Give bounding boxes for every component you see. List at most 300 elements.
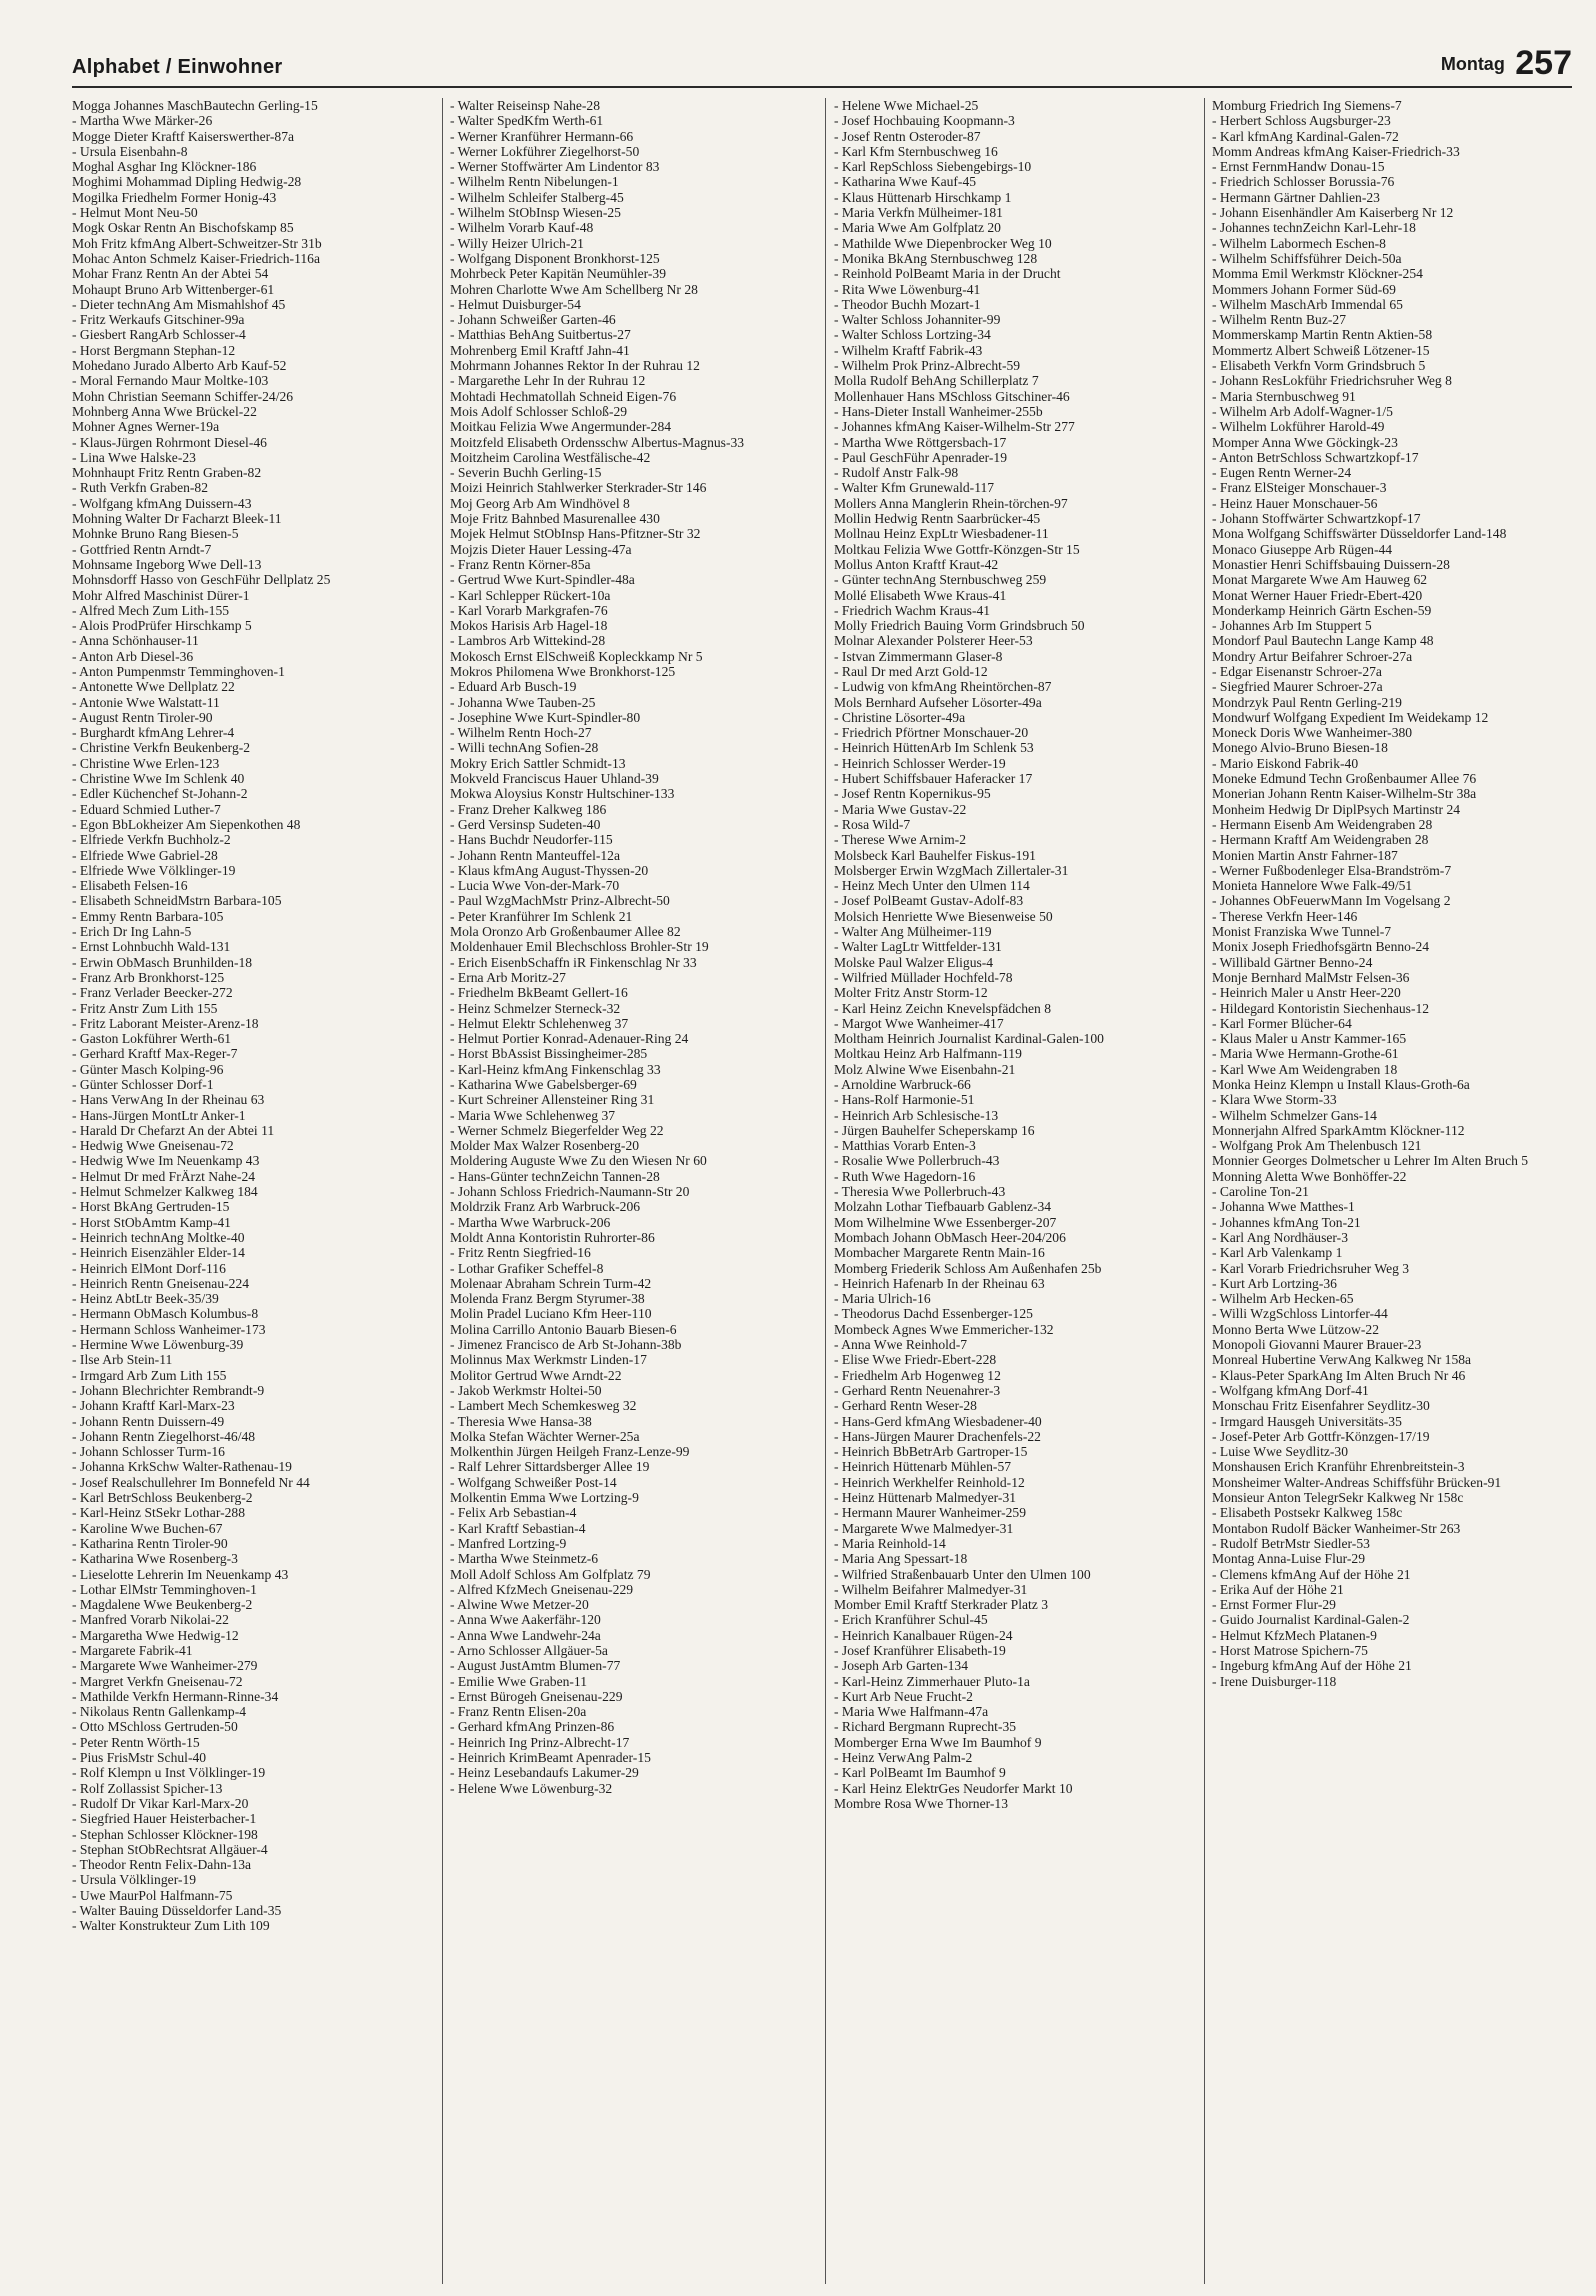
directory-entry: - Gerhard kfmAng Prinzen-86: [450, 1719, 615, 1735]
directory-entry: Mombre Rosa Wwe Thorner-13: [834, 1795, 1009, 1811]
directory-entry: - Theodorus Dachd Essenberger-125: [834, 1306, 1033, 1322]
directory-entry: - Stephan Schlosser Klöckner-198: [72, 1826, 258, 1842]
column-divider: [442, 98, 443, 2284]
directory-entry: - Anna Schönhauser-11: [72, 633, 199, 649]
directory-entry: - Anton Arb Diesel-36: [72, 648, 194, 664]
directory-entry: Monopoli Giovanni Maurer Brauer-23: [1212, 1337, 1422, 1353]
directory-entry: Mohedano Jurado Alberto Arb Kauf-52: [72, 358, 287, 374]
directory-entry: - Karl Vorarb Markgrafen-76: [450, 602, 608, 618]
directory-entry: - Elisabeth Verkfn Vorm Grindsbruch 5: [1212, 358, 1426, 374]
directory-entry: - Martha Wwe Steinmetz-6: [450, 1551, 599, 1567]
directory-entry: Mogga Johannes MaschBautechn Gerling-15: [72, 98, 318, 113]
directory-entry: - Karl Kfm Sternbuschweg 16: [834, 143, 998, 159]
directory-entry: - Margarete Wwe Malmedyer-31: [834, 1520, 1014, 1536]
directory-entry: Momburg Friedrich Ing Siemens-7: [1212, 98, 1402, 113]
directory-entry: - Friedrich Wachm Kraus-41: [834, 602, 991, 618]
column-1: [72, 98, 436, 2288]
directory-entry: - Wilfried Straßenbauarb Unter den Ulmen 100: [834, 1566, 1091, 1582]
directory-entry: - Peter Kranführer Im Schlenk 21: [450, 908, 633, 924]
header-rule: [72, 86, 1572, 88]
directory-entry: - Katharina Wwe Gabelsberger-69: [450, 1077, 637, 1092]
directory-entry: Mondry Artur Beifahrer Schroer-27a: [1212, 648, 1413, 664]
directory-entry: Monsieur Anton TelegrSekr Kalkweg Nr 158c: [1212, 1490, 1464, 1506]
directory-entry: Momber Emil Kraftf Sterkrader Platz 3: [834, 1597, 1049, 1613]
directory-entry: - Heinrich Werkhelfer Reinhold-12: [834, 1474, 1025, 1490]
directory-entry: - Rita Wwe Löwenburg-41: [834, 281, 981, 297]
directory-entry: - Wilhelm Schleifer Stalberg-45: [450, 189, 624, 205]
directory-entry: Mommerskamp Martin Rentn Aktien-58: [1212, 327, 1433, 343]
directory-entry: Mohning Walter Dr Facharzt Bleek-11: [72, 511, 282, 527]
directory-entry: - Severin Buchh Gerling-15: [450, 465, 602, 481]
directory-entry: - Giesbert RangArb Schlosser-4: [72, 327, 246, 343]
directory-entry: - Wilhelm Rentn Buz-27: [1212, 312, 1346, 328]
directory-entry: Monka Heinz Klempn u Install Klaus-Groth-6a: [1212, 1077, 1470, 1092]
directory-entry: - Moral Fernando Maur Moltke-103: [72, 373, 269, 389]
directory-entry: - Josef PolBeamt Gustav-Adolf-83: [834, 893, 1024, 909]
directory-entry: - Karl Arb Valenkamp 1: [1212, 1245, 1343, 1261]
directory-entry: Monnerjahn Alfred SparkAmtm Klöckner-112: [1212, 1122, 1465, 1138]
directory-entry: - Maria Verkfn Mülheimer-181: [834, 205, 1003, 221]
directory-entry: - Katharina Wwe Kauf-45: [834, 174, 977, 190]
directory-entry: Momper Anna Wwe Göckingk-23: [1212, 434, 1398, 450]
directory-entry: - Heinrich Hafenarb In der Rheinau 63: [834, 1275, 1045, 1291]
directory-entry: - Christine Verkfn Beukenberg-2: [72, 740, 251, 756]
directory-entry: - Johann Eisenhändler Am Kaiserberg Nr 12: [1212, 205, 1454, 221]
directory-entry: Moh Fritz kfmAng Albert-Schweitzer-Str 31b: [72, 235, 322, 251]
directory-entry: - Horst StObAmtm Kamp-41: [72, 1214, 231, 1230]
directory-entry: - Klaus kfmAng August-Thyssen-20: [450, 862, 649, 878]
directory-entry: Mollin Hedwig Rentn Saarbrücker-45: [834, 511, 1041, 527]
directory-entry: - Hermann Eisenb Am Weidengraben 28: [1212, 816, 1433, 832]
directory-entry: - Heinrich Schlosser Werder-19: [834, 755, 1006, 771]
directory-entry: Mokosch Ernst ElSchweiß Kopleckkamp Nr 5: [450, 648, 703, 664]
directory-entry: - Hans-Gerd kfmAng Wiesbadener-40: [834, 1413, 1042, 1429]
directory-entry: Moghimi Mohammad Dipling Hedwig-28: [72, 174, 302, 190]
directory-entry: - Rudolf Dr Vikar Karl-Marx-20: [72, 1795, 249, 1811]
directory-entry: - Emilie Wwe Graben-11: [450, 1673, 588, 1689]
directory-entry: Mondwurf Wolfgang Expedient Im Weidekamp 12: [1212, 709, 1489, 725]
directory-entry: - Horst BbAssist Bissingheimer-285: [450, 1046, 648, 1062]
directory-columns: [72, 98, 1572, 2288]
directory-entry: - Erich Dr Ing Lahn-5: [72, 924, 192, 940]
directory-entry: Mohrbeck Peter Kapitän Neumühler-39: [450, 266, 667, 282]
directory-entry: - Anton Pumpenmstr Temminghoven-1: [72, 663, 285, 679]
directory-entry: Moitzheim Carolina Westfälische-42: [450, 449, 651, 465]
directory-entry: - Karl BetrSchloss Beukenberg-2: [72, 1490, 253, 1506]
directory-entry: - Reinhold PolBeamt Maria in der Drucht: [834, 266, 1061, 282]
directory-entry: - Ursula Eisenbahn-8: [72, 143, 188, 159]
directory-entry: - Wolfgang Disponent Bronkhorst-125: [450, 250, 660, 266]
directory-entry: - Lothar ElMstr Temminghoven-1: [72, 1581, 257, 1597]
directory-entry: - Pius FrisMstr Schul-40: [72, 1750, 207, 1766]
directory-entry: - Wilhelm Rentn Nibelungen-1: [450, 174, 619, 190]
directory-entry: - Johann Kraftf Karl-Marx-23: [72, 1398, 235, 1414]
directory-entry: - Wilhelm MaschArb Immendal 65: [1212, 296, 1403, 312]
directory-entry: Molly Friedrich Bauing Vorm Grindsbruch 50: [834, 618, 1085, 634]
directory-entry: Moje Fritz Bahnbed Masurenallee 430: [450, 511, 660, 527]
directory-entry: - Gottfried Rentn Arndt-7: [72, 541, 212, 557]
page-header: [72, 44, 1572, 84]
directory-entry: - Horst BkAng Gertruden-15: [72, 1199, 230, 1215]
directory-entry: Mollenhauer Hans MSchloss Gitschiner-46: [834, 388, 1070, 404]
directory-entry: - Hans-Dieter Install Wanheimer-255b: [834, 403, 1043, 419]
directory-entry: - Heinz Hauer Monschauer-56: [1212, 495, 1378, 511]
directory-entry: - Erna Arb Moritz-27: [450, 969, 566, 985]
directory-entry: - Günter Schlosser Dorf-1: [72, 1077, 214, 1092]
column-2: [450, 98, 814, 2288]
directory-entry: - Karl Vorarb Friedrichsruher Weg 3: [1212, 1260, 1410, 1276]
directory-entry: - Elfriede Wwe Völklinger-19: [72, 862, 236, 878]
directory-entry: - Elisabeth Felsen-16: [72, 878, 188, 894]
directory-entry: - Willi technAng Sofien-28: [450, 740, 599, 756]
directory-entry: Molenda Franz Bergm Styrumer-38: [450, 1291, 645, 1307]
directory-entry: - Heinrich Maler u Anstr Heer-220: [1212, 985, 1401, 1001]
directory-entry: - Therese Verkfn Heer-146: [1212, 908, 1358, 924]
directory-entry: Mommertz Albert Schweiß Lötzener-15: [1212, 342, 1430, 358]
directory-entry: - Erich Kranführer Schul-45: [834, 1612, 988, 1628]
directory-entry: - Johann Rentn Duissern-49: [72, 1413, 225, 1429]
directory-entry: - Karl Kraftf Sebastian-4: [450, 1520, 586, 1536]
directory-entry: Mohaupt Bruno Arb Wittenberger-61: [72, 281, 275, 297]
directory-entry: - Wolfgang kfmAng Dorf-41: [1212, 1382, 1369, 1398]
directory-entry: - Johanna KrkSchw Walter-Rathenau-19: [72, 1459, 292, 1475]
directory-entry: Mommers Johann Former Süd-69: [1212, 281, 1396, 297]
directory-entry: Mombacher Margarete Rentn Main-16: [834, 1245, 1045, 1261]
directory-entry: - Siegfried Maurer Schroer-27a: [1212, 679, 1383, 695]
directory-entry: - August JustAmtm Blumen-77: [450, 1658, 621, 1674]
directory-entry: - Magdalene Wwe Beukenberg-2: [72, 1597, 253, 1613]
directory-entry: - Guido Journalist Kardinal-Galen-2: [1212, 1612, 1410, 1628]
directory-entry: Monieta Hannelore Wwe Falk-49/51: [1212, 878, 1413, 894]
directory-entry: Mollers Anna Manglerin Rhein-törchen-97: [834, 495, 1068, 511]
directory-entry: - Fritz Anstr Zum Lith 155: [72, 1000, 218, 1016]
directory-entry: Mohn Christian Seemann Schiffer-24/26: [72, 388, 294, 404]
directory-entry: - Karoline Wwe Buchen-67: [72, 1520, 223, 1536]
directory-entry: Mollus Anton Kraftf Kraut-42: [834, 556, 999, 572]
directory-entry: Moneke Edmund Techn Großenbaumer Allee 76: [1212, 771, 1477, 787]
directory-entry: - Helmut KfzMech Platanen-9: [1212, 1627, 1377, 1643]
directory-entry: Monderkamp Heinrich Gärtn Eschen-59: [1212, 602, 1432, 618]
directory-entry: - Therese Wwe Arnim-2: [834, 832, 966, 848]
directory-entry: Mogk Oskar Rentn An Bischofskamp 85: [72, 220, 294, 236]
directory-entry: - Arno Schlosser Allgäuer-5a: [450, 1642, 608, 1658]
directory-entry: - Johannes technZeichn Karl-Lehr-18: [1212, 220, 1416, 236]
directory-entry: - Walter SpedKfm Werth-61: [450, 113, 604, 129]
directory-entry: Monreal Hubertine VerwAng Kalkweg Nr 158a: [1212, 1352, 1472, 1368]
directory-entry: Molka Stefan Wächter Werner-25a: [450, 1428, 640, 1444]
directory-entry: - Horst Matrose Spichern-75: [1212, 1642, 1368, 1658]
directory-entry: - Willy Heizer Ulrich-21: [450, 235, 584, 251]
directory-entry: - Joseph Arb Garten-134: [834, 1658, 969, 1674]
directory-entry: - Alois ProdPrüfer Hirschkamp 5: [72, 618, 252, 634]
directory-entry: - Johannes kfmAng Ton-21: [1212, 1214, 1361, 1230]
directory-entry: - Antonie Wwe Walstatt-11: [72, 694, 220, 710]
directory-entry: - Maria Wwe Am Golfplatz 20: [834, 220, 1001, 236]
directory-entry: - Heinrich technAng Moltke-40: [72, 1229, 245, 1245]
directory-entry: - Johanna Wwe Tauben-25: [450, 694, 596, 710]
directory-entry: - Rudolf BetrMstr Siedler-53: [1212, 1535, 1370, 1551]
weekday-label: Montag: [1440, 54, 1505, 74]
directory-entry: - Maria Wwe Gustav-22: [834, 801, 967, 817]
directory-entry: - Maria Reinhold-14: [834, 1535, 946, 1551]
directory-entry: - Heinrich Hüttenarb Mühlen-57: [834, 1459, 1012, 1475]
directory-entry: Mona Wolfgang Schiffswärter Düsseldorfer Land-148: [1212, 526, 1507, 542]
directory-entry: Mojzis Dieter Hauer Lessing-47a: [450, 541, 632, 557]
directory-entry: - Burghardt kfmAng Lehrer-4: [72, 725, 235, 741]
directory-entry: - Theodor Rentn Felix-Dahn-13a: [72, 1857, 252, 1873]
directory-entry: - Istvan Zimmermann Glaser-8: [834, 648, 1003, 664]
directory-entry: - Josef Rentn Kopernikus-95: [834, 786, 991, 802]
directory-entry: Montag Anna-Luise Flur-29: [1212, 1551, 1366, 1567]
directory-entry: - Heinrich HüttenArb Im Schlenk 53: [834, 740, 1034, 756]
directory-entry: Moizi Heinrich Stahlwerker Sterkrader-Str 146: [450, 480, 707, 496]
directory-entry: - Erwin ObMasch Brunhilden-18: [72, 954, 253, 970]
directory-entry: - Ernst FernmHandw Donau-15: [1212, 159, 1385, 175]
column-4: [1212, 98, 1576, 2288]
directory-entry: - Heinrich KrimBeamt Apenrader-15: [450, 1750, 651, 1766]
directory-entry: - Karl-Heinz StSekr Lothar-288: [72, 1505, 245, 1521]
directory-entry: - Karl kfmAng Kardinal-Galen-72: [1212, 128, 1399, 144]
directory-entry: - Paul WzgMachMstr Prinz-Albrecht-50: [450, 893, 670, 909]
directory-entry: - Gerhard Rentn Weser-28: [834, 1398, 977, 1414]
directory-entry: - Anna Wwe Reinhold-7: [834, 1337, 968, 1353]
directory-entry: Mola Oronzo Arb Großenbaumer Allee 82: [450, 924, 681, 940]
directory-entry: - Friedrich Pförtner Monschauer-20: [834, 725, 1029, 741]
directory-entry: - Margaretha Wwe Hedwig-12: [72, 1627, 239, 1643]
directory-entry: Monat Werner Hauer Friedr-Ebert-420: [1212, 587, 1423, 603]
directory-entry: - Felix Arb Sebastian-4: [450, 1505, 577, 1521]
directory-entry: - Karl Ang Nordhäuser-3: [1212, 1229, 1349, 1245]
directory-entry: Moll Adolf Schloss Am Golfplatz 79: [450, 1566, 651, 1582]
directory-entry: - Hans-Günter technZeichn Tannen-28: [450, 1168, 660, 1184]
directory-entry: - Friedrich Schlosser Borussia-76: [1212, 174, 1395, 190]
directory-entry: - Franz Rentn Körner-85a: [450, 556, 591, 572]
directory-entry: - Otto MSchloss Gertruden-50: [72, 1719, 238, 1735]
directory-entry: - Stephan StObRechtsrat Allgäuer-4: [72, 1841, 268, 1857]
directory-entry: Mogge Dieter Kraftf Kaiserswerther-87a: [72, 128, 295, 144]
directory-entry: Molkenthin Jürgen Heilgeh Franz-Lenze-99: [450, 1444, 690, 1460]
directory-entry: - Hermann Kraftf Am Weidengraben 28: [1212, 832, 1429, 848]
directory-entry: - Wilhelm Schiffsführer Deich-50a: [1212, 250, 1402, 266]
directory-entry: - Johannes Arb Im Stuppert 5: [1212, 618, 1372, 634]
directory-entry: Momberger Erna Wwe Im Baumhof 9: [834, 1734, 1042, 1750]
directory-entry: - Josef Realschullehrer Im Bonnefeld Nr 44: [72, 1474, 310, 1490]
directory-entry: Moltkau Heinz Arb Halfmann-119: [834, 1046, 1022, 1062]
directory-entry: - Klara Wwe Storm-33: [1212, 1092, 1337, 1108]
directory-entry: - Luise Wwe Seydlitz-30: [1212, 1444, 1349, 1460]
directory-entry: - Elfriede Wwe Gabriel-28: [72, 847, 218, 863]
directory-entry: Mohar Franz Rentn An der Abtei 54: [72, 266, 269, 282]
directory-entry: - Ruth Wwe Hagedorn-16: [834, 1168, 976, 1184]
directory-entry: Mols Bernhard Aufseher Lösorter-49a: [834, 694, 1042, 710]
directory-entry: - Edler Küchenchef St-Johann-2: [72, 786, 248, 802]
directory-entry: Molin Pradel Luciano Kfm Heer-110: [450, 1306, 652, 1322]
directory-entry: - Ruth Verkfn Graben-82: [72, 480, 209, 496]
directory-entry: - Karl-Heinz Zimmerhauer Pluto-1a: [834, 1673, 1030, 1689]
directory-entry: - Josef Rentn Osteroder-87: [834, 128, 981, 144]
directory-entry: - Heinz Hüttenarb Malmedyer-31: [834, 1490, 1017, 1506]
directory-entry: - Rolf Klempn u Inst Völklinger-19: [72, 1765, 266, 1781]
directory-entry: - Fritz Laborant Meister-Arenz-18: [72, 1015, 259, 1031]
directory-entry: - Kurt Arb Lortzing-36: [1212, 1275, 1337, 1291]
directory-entry: - Alfred Mech Zum Lith-155: [72, 602, 230, 618]
directory-entry: - Karl Heinz ElektrGes Neudorfer Markt 10: [834, 1780, 1073, 1796]
directory-entry: - Ilse Arb Stein-11: [72, 1352, 173, 1368]
directory-entry: - Margot Wwe Wanheimer-417: [834, 1015, 1004, 1031]
directory-entry: - Heinz AbtLtr Beek-35/39: [72, 1291, 219, 1307]
directory-entry: - Herbert Schloss Augsburger-23: [1212, 113, 1391, 129]
directory-entry: - Ernst Lohnbuchh Wald-131: [72, 939, 231, 955]
directory-entry: - Kurt Arb Neue Frucht-2: [834, 1688, 973, 1704]
directory-entry: Molnar Alexander Polsterer Heer-53: [834, 633, 1033, 649]
directory-entry: - Johann Rentn Manteuffel-12a: [450, 847, 621, 863]
directory-entry: - Wilhelm Kraftf Fabrik-43: [834, 342, 983, 358]
directory-entry: - Franz Verlader Beecker-272: [72, 985, 233, 1001]
directory-entry: Moldt Anna Kontoristin Ruhrorter-86: [450, 1229, 655, 1245]
directory-entry: - Martha Wwe Röttgersbach-17: [834, 434, 1007, 450]
directory-entry: Monist Franziska Wwe Tunnel-7: [1212, 924, 1392, 940]
directory-entry: - Egon BbLokheizer Am Siepenkothen 48: [72, 816, 301, 832]
directory-entry: - Willi WzgSchloss Lintorfer-44: [1212, 1306, 1388, 1322]
directory-entry: Mom Wilhelmine Wwe Essenberger-207: [834, 1214, 1057, 1230]
directory-entry: Molla Rudolf BehAng Schillerplatz 7: [834, 373, 1039, 389]
directory-entry: - Helene Wwe Löwenburg-32: [450, 1780, 613, 1796]
directory-entry: - Eugen Rentn Werner-24: [1212, 465, 1352, 481]
directory-entry: - August Rentn Tiroler-90: [72, 709, 213, 725]
directory-entry: - Fritz Rentn Siegfried-16: [450, 1245, 591, 1261]
directory-entry: Mohtadi Hechmatollah Schneid Eigen-76: [450, 388, 677, 404]
directory-entry: - Heinz Lesebandaufs Lakumer-29: [450, 1765, 639, 1781]
directory-entry: - Christine Lösorter-49a: [834, 709, 966, 725]
directory-entry: - Friedhelm Arb Hogenweg 12: [834, 1367, 1001, 1383]
directory-entry: Monerian Johann Rentn Kaiser-Wilhelm-Str 38a: [1212, 786, 1477, 802]
directory-entry: - Maria Wwe Hermann-Grothe-61: [1212, 1046, 1399, 1062]
directory-entry: - Werner Lokführer Ziegelhorst-50: [450, 143, 640, 159]
directory-entry: - Eduard Schmied Luther-7: [72, 801, 221, 817]
directory-entry: - Klaus-Peter SparkAng Im Alten Bruch Nr 46: [1212, 1367, 1466, 1383]
directory-entry: Moj Georg Arb Am Windhövel 8: [450, 495, 630, 511]
directory-entry: - Josephine Wwe Kurt-Spindler-80: [450, 709, 641, 725]
directory-entry: - Hedwig Wwe Gneisenau-72: [72, 1138, 234, 1154]
directory-entry: Mohnhaupt Fritz Rentn Graben-82: [72, 465, 262, 481]
directory-entry: - Elise Wwe Friedr-Ebert-228: [834, 1352, 997, 1368]
directory-entry: - Wilhelm Arb Adolf-Wagner-1/5: [1212, 403, 1393, 419]
directory-entry: Monaco Giuseppe Arb Rügen-44: [1212, 541, 1393, 557]
directory-entry: - Karl Former Blücher-64: [1212, 1015, 1352, 1031]
directory-entry: - Fritz Werkaufs Gitschiner-99a: [72, 312, 245, 328]
directory-entry: Molsbeck Karl Bauhelfer Fiskus-191: [834, 847, 1036, 863]
directory-entry: - Martha Wwe Warbruck-206: [450, 1214, 611, 1230]
directory-entry: - Heinrich Rentn Gneisenau-224: [72, 1275, 250, 1291]
directory-entry: Monshausen Erich Kranführ Ehrenbreitstein-3: [1212, 1459, 1465, 1475]
directory-entry: Monsheimer Walter-Andreas Schiffsführ Brücken-91: [1212, 1474, 1502, 1490]
directory-entry: Mohnberg Anna Wwe Brückel-22: [72, 403, 257, 419]
directory-entry: - Arnoldine Warbruck-66: [834, 1077, 971, 1092]
directory-entry: Mokos Harisis Arb Hagel-18: [450, 618, 608, 634]
directory-entry: - Franz Rentn Elisen-20a: [450, 1704, 587, 1720]
directory-entry: Mombeck Agnes Wwe Emmericher-132: [834, 1321, 1054, 1337]
directory-entry: - Jimenez Francisco de Arb St-Johann-38b: [450, 1337, 682, 1353]
directory-entry: - Hermine Wwe Löwenburg-39: [72, 1337, 244, 1353]
directory-entry: Monego Alvio-Bruno Biesen-18: [1212, 740, 1388, 756]
directory-entry: - Wilhelm Arb Hecken-65: [1212, 1291, 1354, 1307]
directory-entry: - Werner Schmelz Biegerfelder Weg 22: [450, 1122, 664, 1138]
directory-entry: - Wilhelm StObInsp Wiesen-25: [450, 205, 621, 221]
directory-entry: Molzahn Lothar Tiefbauarb Gablenz-34: [834, 1199, 1052, 1215]
directory-entry: - Walter Schloss Lortzing-34: [834, 327, 991, 343]
directory-entry: Molske Paul Walzer Eligus-4: [834, 954, 994, 970]
directory-entry: - Lambros Arb Wittekind-28: [450, 633, 606, 649]
directory-entry: - Elisabeth Postsekr Kalkweg 158c: [1212, 1505, 1403, 1521]
directory-entry: - Alwine Wwe Metzer-20: [450, 1597, 589, 1613]
directory-entry: - Werner Stoffwärter Am Lindentor 83: [450, 159, 660, 175]
directory-entry: Moitzfeld Elisabeth Ordensschw Albertus-Magnus-33: [450, 434, 745, 450]
directory-entry: Mohner Agnes Werner-19a: [72, 419, 220, 435]
directory-entry: - Heinz Schmelzer Sterneck-32: [450, 1000, 621, 1016]
directory-entry: - Hans-Rolf Harmonie-51: [834, 1092, 975, 1108]
directory-entry: - Karl Wwe Am Weidengraben 18: [1212, 1061, 1398, 1077]
directory-entry: Molkentin Emma Wwe Lortzing-9: [450, 1490, 639, 1506]
directory-entry: - Heinrich Eisenzähler Elder-14: [72, 1245, 245, 1261]
directory-entry: - Hubert Schiffsbauer Haferacker 17: [834, 771, 1033, 787]
directory-entry: - Gerhard Kraftf Max-Reger-7: [72, 1046, 238, 1062]
directory-entry: - Katharina Rentn Tiroler-90: [72, 1535, 228, 1551]
directory-entry: Mollé Elisabeth Wwe Kraus-41: [834, 587, 1007, 603]
directory-entry: Moldrzik Franz Arb Warbruck-206: [450, 1199, 641, 1215]
directory-entry: - Helmut Elektr Schlehenweg 37: [450, 1015, 629, 1031]
directory-entry: - Lina Wwe Halske-23: [72, 449, 196, 465]
directory-entry: - Rosalie Wwe Pollerbruch-43: [834, 1153, 1000, 1169]
directory-entry: - Horst Bergmann Stephan-12: [72, 342, 236, 358]
directory-entry: - Rolf Zollassist Spicher-13: [72, 1780, 223, 1796]
directory-entry: - Johann Schweißer Garten-46: [450, 312, 616, 328]
directory-entry: - Hedwig Wwe Im Neuenkamp 43: [72, 1153, 260, 1169]
directory-entry: Molitor Gertrud Wwe Arndt-22: [450, 1367, 622, 1383]
directory-entry: Mollnau Heinz ExpLtr Wiesbadener-11: [834, 526, 1049, 542]
directory-entry: Mohnsdorff Hasso von GeschFühr Dellplatz 25: [72, 572, 331, 588]
directory-entry: - Ingeburg kfmAng Auf der Höhe 21: [1212, 1658, 1412, 1674]
directory-entry: - Heinrich ElMont Dorf-116: [72, 1260, 226, 1276]
directory-entry: - Walter Konstrukteur Zum Lith 109: [72, 1918, 270, 1934]
directory-entry: - Caroline Ton-21: [1212, 1184, 1309, 1200]
directory-entry: - Helene Wwe Michael-25: [834, 98, 979, 113]
directory-entry: - Edgar Eisenanstr Schroer-27a: [1212, 663, 1382, 679]
directory-entry: - Klaus Hüttenarb Hirschkamp 1: [834, 189, 1012, 205]
directory-entry: Mohac Anton Schmelz Kaiser-Friedrich-116a: [72, 250, 320, 266]
directory-entry: - Johanna Wwe Matthes-1: [1212, 1199, 1355, 1215]
directory-entry: - Christine Wwe Im Schlenk 40: [72, 771, 245, 787]
directory-entry: - Klaus Maler u Anstr Kammer-165: [1212, 1031, 1407, 1047]
directory-entry: Monat Margarete Wwe Am Hauweg 62: [1212, 572, 1428, 588]
directory-entry: - Elisabeth SchneidMstrn Barbara-105: [72, 893, 282, 909]
directory-entry: - Helmut Duisburger-54: [450, 296, 581, 312]
directory-entry: Montabon Rudolf Bäcker Wanheimer-Str 263: [1212, 1520, 1461, 1536]
directory-entry: - Hermann Gärtner Dahlien-23: [1212, 189, 1380, 205]
directory-entry: - Margarethe Lehr In der Ruhrau 12: [450, 373, 646, 389]
directory-entry: - Gerhard Rentn Neuenahrer-3: [834, 1382, 1001, 1398]
directory-entry: - Theresia Wwe Pollerbruch-43: [834, 1184, 1006, 1200]
directory-entry: - Martha Wwe Märker-26: [72, 113, 213, 129]
directory-entry: - Rudolf Anstr Falk-98: [834, 465, 959, 481]
directory-entry: - Ralf Lehrer Sittardsberger Allee 19: [450, 1459, 650, 1475]
directory-entry: - Hans Buchdr Neudorfer-115: [450, 832, 613, 848]
directory-entry: Mokry Erich Sattler Schmidt-13: [450, 755, 626, 771]
directory-entry: - Ernst Bürogeh Gneisenau-229: [450, 1688, 623, 1704]
directory-entry: - Anna Wwe Landwehr-24a: [450, 1627, 601, 1643]
directory-entry: - Matthias BehAng Suitbertus-27: [450, 327, 631, 343]
directory-entry: Moldenhauer Emil Blechschloss Brohler-Str 19: [450, 939, 709, 955]
directory-entry: Mogilka Friedhelm Former Honig-43: [72, 189, 277, 205]
